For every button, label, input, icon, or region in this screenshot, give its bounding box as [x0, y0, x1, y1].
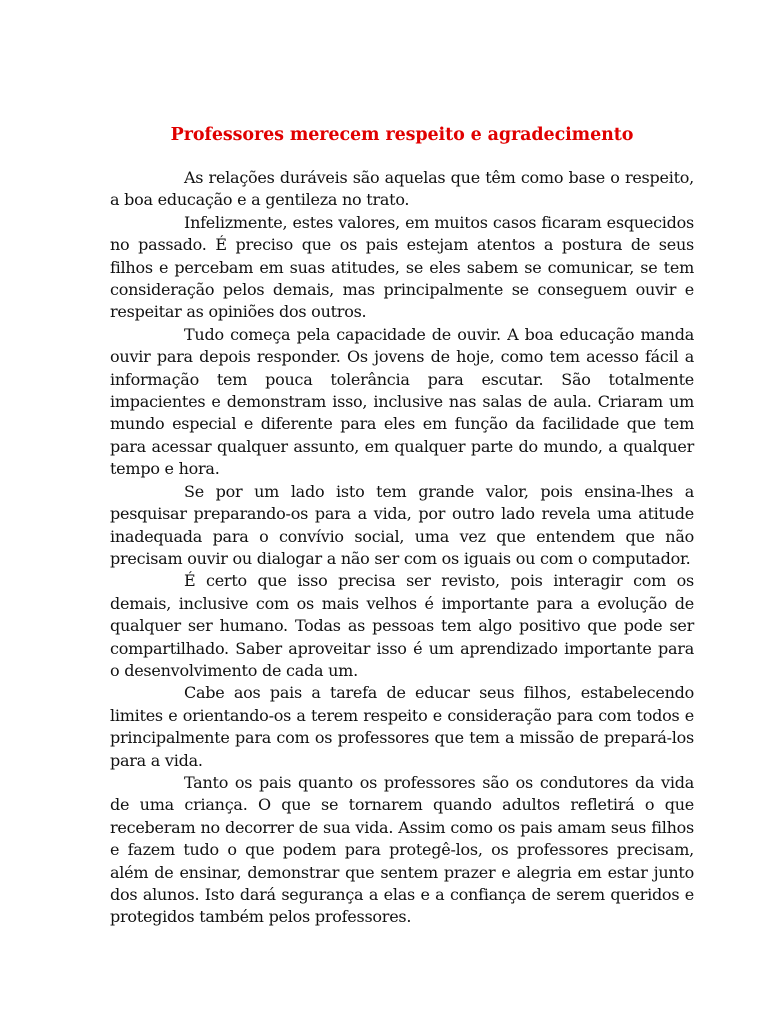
paragraph-4: Se por um lado isto tem grande valor, pois ensina-lhes a pesquisar preparando-os para a vida, por outro lado revela uma atitude inadequada para o convívio social, uma vez que entendem que não precisam ouvir ou dialogar a não ser com os iguais ou com o computador. [110, 481, 694, 568]
paragraph-3: Tudo começa pela capacidade de ouvir. A boa educação manda ouvir para depois responder. Os jovens de hoje, como tem acesso fácil a informação tem pouca tolerância para escutar. São totalmente impacientes e demonstram isso, inclusive nas salas de aula. Criaram um mundo especial e diferente para eles em função da facilidade que tem para acessar qualquer assunto, em qualquer parte do mundo, a qualquer tempo e hora. [110, 324, 694, 479]
paragraph-5: É certo que isso precisa ser revisto, pois interagir com os demais, inclusive com os mais velhos é importante para a evolução de qualquer ser humano. Todas as pessoas tem algo positivo que pode ser compartilhado. Saber aproveitar isso é um aprendizado importante para o desenvolvimento de cada um. [110, 571, 694, 680]
paragraph-7: Tanto os pais quanto os professores são os condutores da vida de uma criança. O que se tornarem quando adultos refletirá o que receberam no decorrer de sua vida. Assim como os pais amam seus filhos e fazem tudo o que podem para protegê-los, os professores precisam, além de ensinar, demonstrar que sentem prazer e alegria em estar junto dos alunos. Isto dará segurança a elas e a confiança de serem queridos e protegidos também pelos professores. [110, 772, 694, 927]
paragraph-1: As relações duráveis são aquelas que têm como base o respeito, a boa educação e a gentileza no trato. [110, 168, 694, 210]
document-page [110, 123, 694, 929]
document-title: Professores merecem respeito e agradecimento [170, 125, 634, 145]
paragraph-2: Infelizmente, estes valores, em muitos casos ficaram esquecidos no passado. É preciso que os pais estejam atentos a postura de seus filhos e percebam em suas atitudes, se eles sabem se comunicar, se tem consideração pelos demais, mas principalmente se conseguem ouvir e respeitar as opiniões dos outros. [110, 212, 694, 322]
paragraph-6: Cabe aos pais a tarefa de educar seus filhos, estabelecendo limites e orientando-os a terem respeito e consideração para com todos e principalmente para com os professores que tem a missão de prepará-los para a vida. [110, 683, 694, 770]
